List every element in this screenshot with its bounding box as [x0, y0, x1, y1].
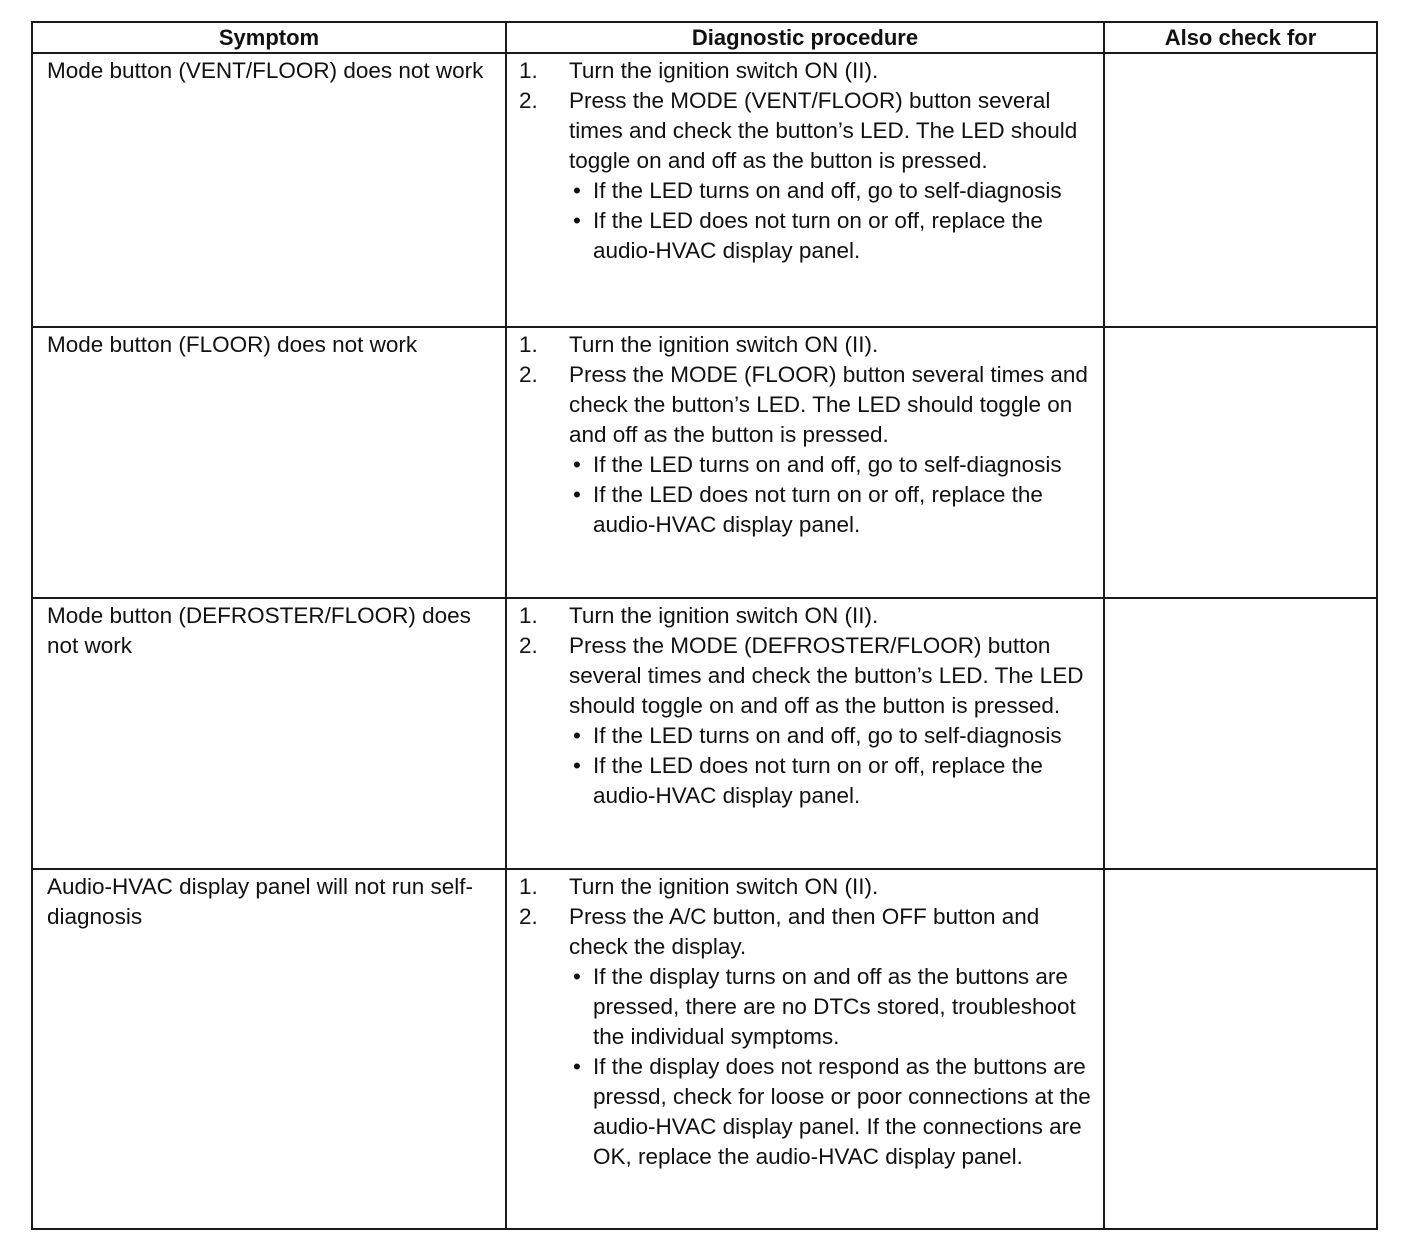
step-number: 1.: [519, 874, 538, 899]
procedure-step: [519, 872, 1095, 902]
procedure-bullet: [569, 1052, 1095, 1172]
bullet-dot-icon: •: [573, 452, 581, 477]
table-row: [32, 869, 1377, 1229]
step-text: Turn the ignition switch ON (II).: [569, 58, 879, 83]
procedure-bullet: [569, 962, 1095, 1052]
bullet-text: If the LED does not turn on or off, replace the audio-HVAC display panel.: [593, 753, 1043, 808]
procedure-step: [519, 360, 1095, 450]
step-number: 2.: [519, 362, 538, 387]
step-number: 2.: [519, 633, 538, 658]
bullet-dot-icon: •: [573, 208, 581, 233]
step-text: Press the MODE (DEFROSTER/FLOOR) button several times and check the button’s LED. The LED should toggle on and off as the button is pressed.: [569, 633, 1084, 718]
table-row: [32, 53, 1377, 327]
bullet-dot-icon: •: [573, 482, 581, 507]
bullet-dot-icon: •: [573, 964, 581, 989]
symptom-cell: Mode button (DEFROSTER/FLOOR) does not work: [32, 598, 506, 869]
step-text: Press the MODE (VENT/FLOOR) button several times and check the button’s LED. The LED should toggle on and off as the button is pressed.: [569, 88, 1078, 173]
also-check-cell: [1104, 869, 1377, 1229]
also-check-cell: [1104, 53, 1377, 327]
procedure-step: [519, 330, 1095, 360]
bullet-text: If the LED does not turn on or off, replace the audio-HVAC display panel.: [593, 208, 1043, 263]
step-text: Turn the ignition switch ON (II).: [569, 874, 879, 899]
bullet-dot-icon: •: [573, 753, 581, 778]
symptom-cell: Mode button (VENT/FLOOR) does not work: [32, 53, 506, 327]
procedure-step: [519, 902, 1095, 962]
header-diagnostic-procedure: Diagnostic procedure: [506, 22, 1104, 53]
procedure-bullet: [569, 206, 1095, 266]
also-check-cell: [1104, 327, 1377, 598]
step-number: 2.: [519, 904, 538, 929]
bullet-text: If the LED turns on and off, go to self-diagnosis: [593, 723, 1062, 748]
symptom-cell: Audio-HVAC display panel will not run self-diagnosis: [32, 869, 506, 1229]
procedure-bullet: [569, 721, 1095, 751]
procedure-cell: [506, 327, 1104, 598]
step-number: 1.: [519, 603, 538, 628]
procedure-step: [519, 631, 1095, 721]
table-body: [32, 53, 1377, 1229]
bullet-dot-icon: •: [573, 723, 581, 748]
header-also-check-for: Also check for: [1104, 22, 1377, 53]
procedure-step: [519, 56, 1095, 86]
bullet-text: If the LED turns on and off, go to self-diagnosis: [593, 452, 1062, 477]
table-row: [32, 598, 1377, 869]
diagnostic-table: [31, 21, 1378, 1230]
step-number: 1.: [519, 58, 538, 83]
step-number: 2.: [519, 88, 538, 113]
step-text: Press the MODE (FLOOR) button several times and check the button’s LED. The LED should toggle on and off as the button is pressed.: [569, 362, 1088, 447]
procedure-cell: [506, 869, 1104, 1229]
table-row: [32, 327, 1377, 598]
procedure-bullet: [569, 480, 1095, 540]
procedure-step: [519, 86, 1095, 176]
bullet-text: If the LED does not turn on or off, replace the audio-HVAC display panel.: [593, 482, 1043, 537]
procedure-cell: [506, 598, 1104, 869]
bullet-dot-icon: •: [573, 178, 581, 203]
procedure-step: [519, 601, 1095, 631]
step-text: Turn the ignition switch ON (II).: [569, 332, 879, 357]
table-header-row: [32, 22, 1377, 53]
also-check-cell: [1104, 598, 1377, 869]
bullet-text: If the display turns on and off as the buttons are pressed, there are no DTCs stored, troubleshoot the individual symptoms.: [593, 964, 1076, 1049]
bullet-text: If the display does not respond as the buttons are pressd, check for loose or poor connections at the audio-HVAC display panel. If the connections are OK, replace the audio-HVAC display panel.: [593, 1054, 1091, 1169]
step-text: Press the A/C button, and then OFF button and check the display.: [569, 904, 1040, 959]
step-number: 1.: [519, 332, 538, 357]
procedure-bullet: [569, 176, 1095, 206]
step-text: Turn the ignition switch ON (II).: [569, 603, 879, 628]
procedure-cell: [506, 53, 1104, 327]
symptom-cell: Mode button (FLOOR) does not work: [32, 327, 506, 598]
header-symptom: Symptom: [32, 22, 506, 53]
bullet-dot-icon: •: [573, 1054, 581, 1079]
bullet-text: If the LED turns on and off, go to self-diagnosis: [593, 178, 1062, 203]
procedure-bullet: [569, 450, 1095, 480]
procedure-bullet: [569, 751, 1095, 811]
